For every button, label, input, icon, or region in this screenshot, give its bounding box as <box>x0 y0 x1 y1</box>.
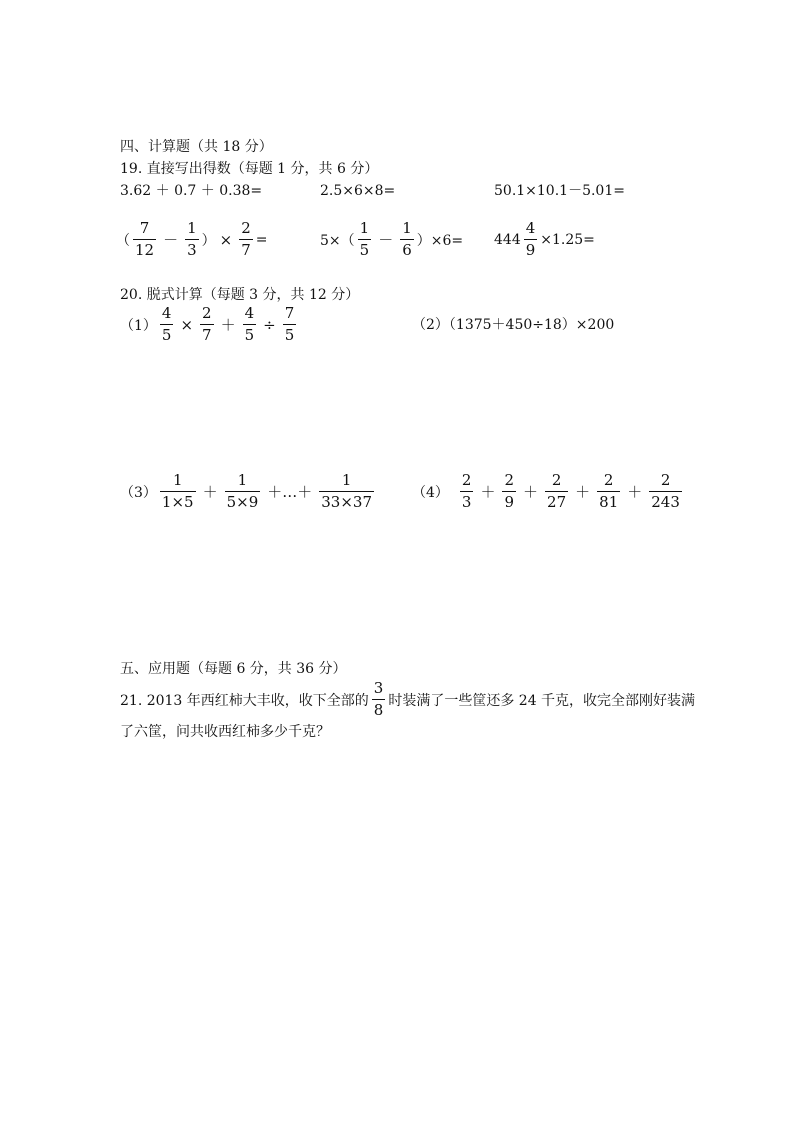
fraction <box>160 473 196 510</box>
q20-problem-2: （2）（1375＋450÷18）×200 <box>412 317 615 333</box>
denominator: 9 <box>504 493 515 511</box>
numerator: 2 <box>603 471 614 489</box>
numerator: 7 <box>139 219 150 237</box>
section-5-title: 五、应用题（每题 6 分，共 36 分） <box>120 661 347 677</box>
right-paren: ） <box>201 232 216 249</box>
denominator: 3 <box>187 241 197 259</box>
fraction <box>545 473 568 510</box>
fraction <box>597 473 620 510</box>
numerator: 1 <box>172 471 183 489</box>
fraction <box>133 221 156 258</box>
denominator: 5 <box>161 326 172 344</box>
q20-problem-4 <box>412 473 685 510</box>
q19-item-3: 50.1×10.1－5.01= <box>494 183 625 199</box>
fraction <box>243 306 257 343</box>
numerator: 2 <box>241 219 251 237</box>
operator: ＋ <box>627 483 643 501</box>
numerator: 4 <box>525 219 536 237</box>
question-21-text-before: 21. 2013 年西红柿大丰收，收下全部的 <box>120 692 369 709</box>
operator: ＋ <box>202 483 218 501</box>
numerator: 1 <box>237 471 248 489</box>
denominator: 5×9 <box>226 493 259 511</box>
numerator: 4 <box>244 304 255 322</box>
numerator: 1 <box>341 471 352 489</box>
question-21-line-2: 了六筐，问共收西红柿多少千克？ <box>120 724 330 740</box>
question-21-line-1 <box>120 681 695 718</box>
operator: － <box>163 231 179 249</box>
denominator: 8 <box>373 701 384 719</box>
denominator: 27 <box>547 493 567 511</box>
fraction <box>400 221 414 258</box>
fraction <box>460 473 474 510</box>
fraction <box>372 681 386 718</box>
numerator: 1 <box>359 219 370 237</box>
operator: ＋ <box>220 316 236 334</box>
fraction <box>319 473 374 510</box>
q19-item-4 <box>116 221 268 258</box>
operator: ＋ <box>480 483 496 501</box>
denominator: 81 <box>599 493 619 511</box>
fraction <box>239 221 253 258</box>
denominator: 5 <box>284 326 295 344</box>
problem-label: （4） <box>412 484 449 501</box>
denominator: 243 <box>651 493 680 511</box>
denominator: 1×5 <box>161 493 194 511</box>
operator: × <box>180 315 194 334</box>
fraction <box>200 306 214 343</box>
q20-problem-3 <box>120 473 377 510</box>
section-4-title: 四、计算题（共 18 分） <box>120 139 273 155</box>
numerator: 2 <box>202 304 212 322</box>
q19-item-5 <box>320 221 463 258</box>
denominator: 33×37 <box>321 493 373 511</box>
fraction <box>160 306 174 343</box>
fraction <box>524 221 538 258</box>
suffix: ）×6= <box>416 232 464 249</box>
q20-problem-1 <box>120 306 299 343</box>
problem-label: （1） <box>120 317 157 334</box>
denominator: 7 <box>241 241 251 259</box>
left-paren: （ <box>116 232 130 249</box>
q19-item-6 <box>494 221 595 258</box>
q19-item-1: 3.62 ＋ 0.7 ＋ 0.38= <box>120 183 263 199</box>
denominator: 12 <box>135 241 155 259</box>
numerator: 2 <box>461 471 472 489</box>
fraction <box>283 306 297 343</box>
denominator: 9 <box>525 241 536 259</box>
question-20-title: 20. 脱式计算（每题 3 分，共 12 分） <box>120 287 360 303</box>
numerator: 2 <box>551 471 562 489</box>
numerator: 4 <box>161 304 172 322</box>
operator: ＋ <box>523 483 539 501</box>
problem-label: （3） <box>120 484 157 501</box>
fraction <box>502 473 516 510</box>
denominator: 6 <box>402 241 412 259</box>
numerator: 1 <box>402 219 412 237</box>
operator: × <box>219 230 233 249</box>
fraction <box>185 221 199 258</box>
equals: = <box>255 231 268 248</box>
question-19-title: 19. 直接写出得数（每题 1 分，共 6 分） <box>120 161 379 177</box>
numerator: 2 <box>504 471 515 489</box>
numerator: 2 <box>660 471 671 489</box>
numerator: 3 <box>373 679 384 697</box>
denominator: 7 <box>202 326 212 344</box>
fraction <box>649 473 682 510</box>
numerator: 7 <box>284 304 295 322</box>
question-21-text-after: 时装满了一些筐还多 24 千克，收完全部刚好装满 <box>388 692 696 709</box>
operator: ＋ <box>575 483 591 501</box>
denominator: 5 <box>244 326 255 344</box>
whole-number: 444 <box>494 231 521 248</box>
q19-item-2: 2.5×6×8= <box>320 183 396 199</box>
fraction <box>225 473 261 510</box>
suffix: ×1.25= <box>540 231 595 248</box>
operator: ÷ <box>263 315 276 334</box>
numerator: 1 <box>187 219 197 237</box>
denominator: 5 <box>359 241 370 259</box>
operator: － <box>378 231 394 249</box>
ellipsis-operator: ＋…＋ <box>267 483 313 501</box>
prefix: 5×（ <box>320 232 355 249</box>
denominator: 3 <box>461 493 472 511</box>
fraction <box>358 221 372 258</box>
